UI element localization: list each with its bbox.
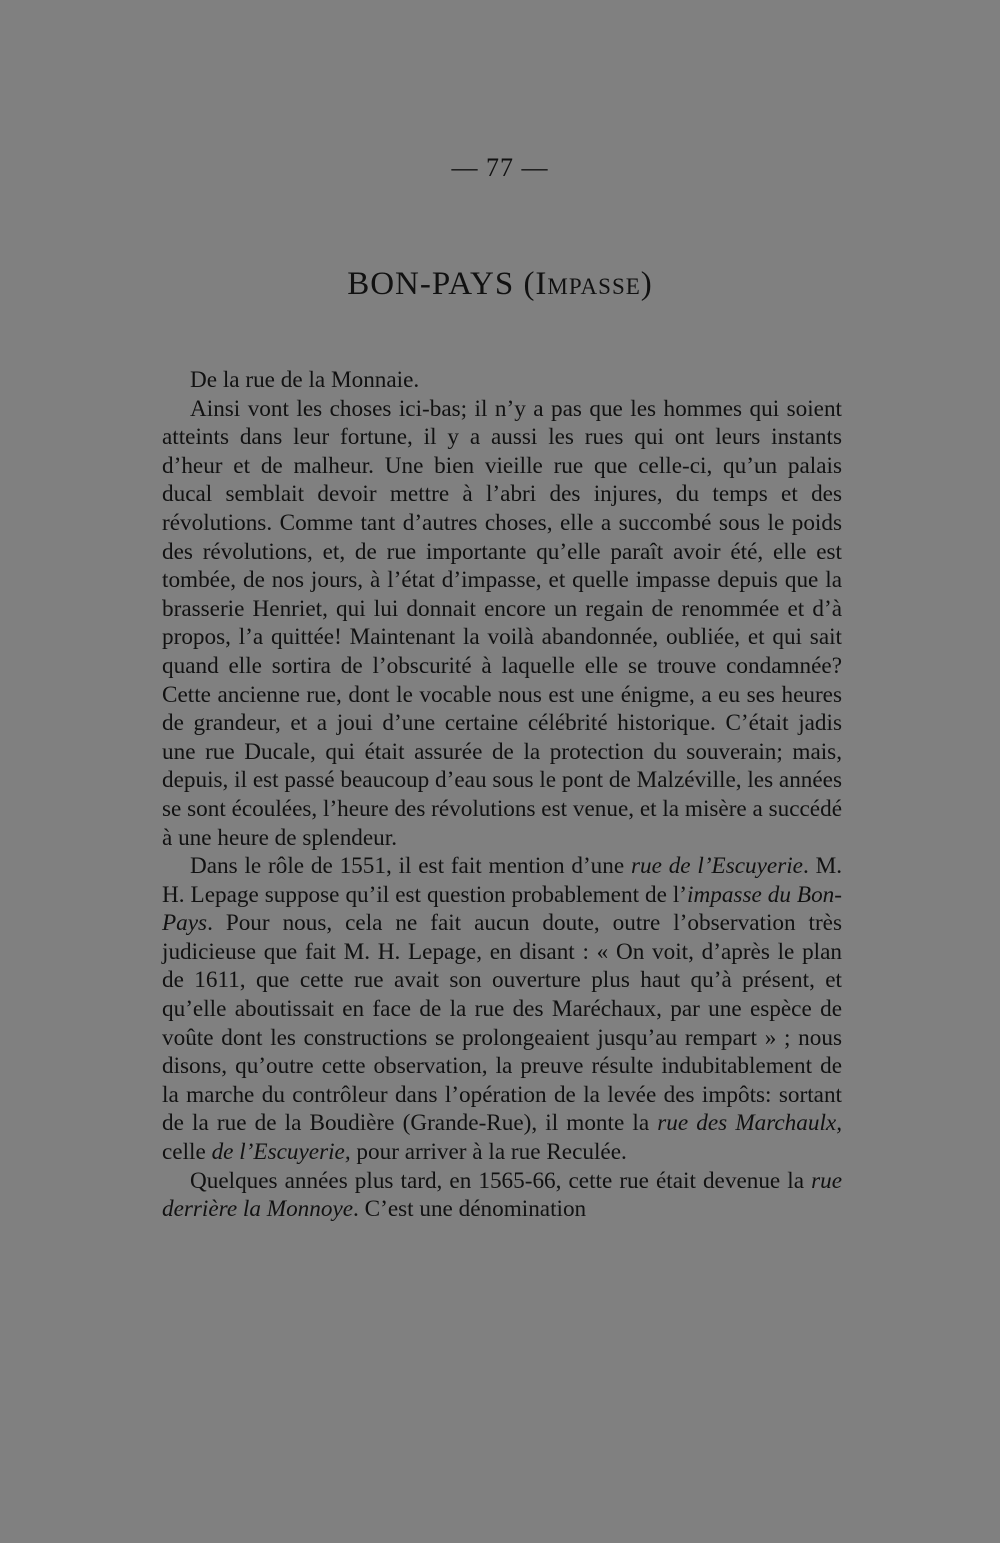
- text-run: . C’est une dénomination: [353, 1196, 587, 1223]
- italic-text: de l’Escuyerie,: [211, 1139, 351, 1166]
- paragraph: [162, 395, 842, 853]
- italic-text: rue derrière la Monnoye: [162, 1167, 842, 1223]
- paragraph: [162, 852, 842, 1167]
- page-number: — 77 —: [451, 153, 549, 182]
- text-run: . M. H. Lepage suppose qu’il est question probablement de l’: [162, 853, 842, 908]
- body-text: [162, 366, 842, 1224]
- text-run: De la rue de la Monnaie.: [190, 367, 420, 393]
- text-run: . Pour nous, cela ne fait aucun doute, outre l’observation très judicieuse que fait M. H. Lepage, en disant : « On voit, d’après le plan de 1611, que cette rue avait son ouverture plus haut qu’à présent, et qu’elle aboutissait en face de la rue des Maréchaux, par une espèce de voûte dont les constructions se prolongeaient jusqu’au rempart » ; nous disons, qu’outre cette observation, la preuve résulte indubitablement de la marche du contrôleur dans l’opération de la levée des impôts: sortant de la rue de la Boudière (Grande-Rue), il monte la: [162, 910, 842, 1137]
- italic-text: rue de l’Escuyerie: [630, 853, 803, 880]
- paragraph: [162, 1167, 842, 1224]
- page-title: [0, 266, 1000, 303]
- text-run: Ainsi vont les choses ici-bas; il n’y a pas que les hommes qui soient atteints dans leur fortune, il y a aussi les rues qui ont leurs instants d’heur et de malheur. Une bien vieille rue que celle-ci, qu’un palais ducal semblait devoir mettre à l’abri des injures, du temps et des révolutions. Comme tant d’autres choses, elle a succombé sous le poids des révolutions, et, de rue importante qu’elle paraît avoir été, elle est tombée, de nos jours, à l’état d’impasse, et quelle impasse depuis que la brasserie Henriet, qui lui donnait encore un regain de renommée et d’à propos, l’a quittée! Maintenant la voilà abandonnée, oubliée, et qui sait quand elle sortira de l’obscurité à laquelle elle se trouve condamnée? Cette ancienne rue, dont le vocable nous est une énigme, a eu ses heures de grandeur, et a joui d’une certaine célébrité historique. C’était jadis une rue Ducale, qui était assurée de la protection du souverain; mais, depuis, il est passé beaucoup d’eau sous le pont de Malzéville, les années se sont écoulées, l’heure des révolutions est venue, et la misère a succédé à une heure de splendeur.: [162, 395, 842, 851]
- italic-text: rue des Marchaulx,: [657, 1110, 842, 1137]
- italic-text: impasse du Bon-Pays: [162, 881, 842, 937]
- paragraph: [162, 366, 842, 395]
- title-main: BON-PAYS: [347, 266, 515, 302]
- text-run: Dans le rôle de 1551, il est fait mention d’une: [190, 853, 631, 880]
- title-subtitle: (Impasse): [523, 266, 653, 302]
- text-run: pour arriver à la rue Reculée.: [350, 1139, 627, 1166]
- text-run: celle: [162, 1139, 212, 1166]
- text-run: Quelques années plus tard, en 1565-66, cette rue était devenue la: [190, 1167, 812, 1194]
